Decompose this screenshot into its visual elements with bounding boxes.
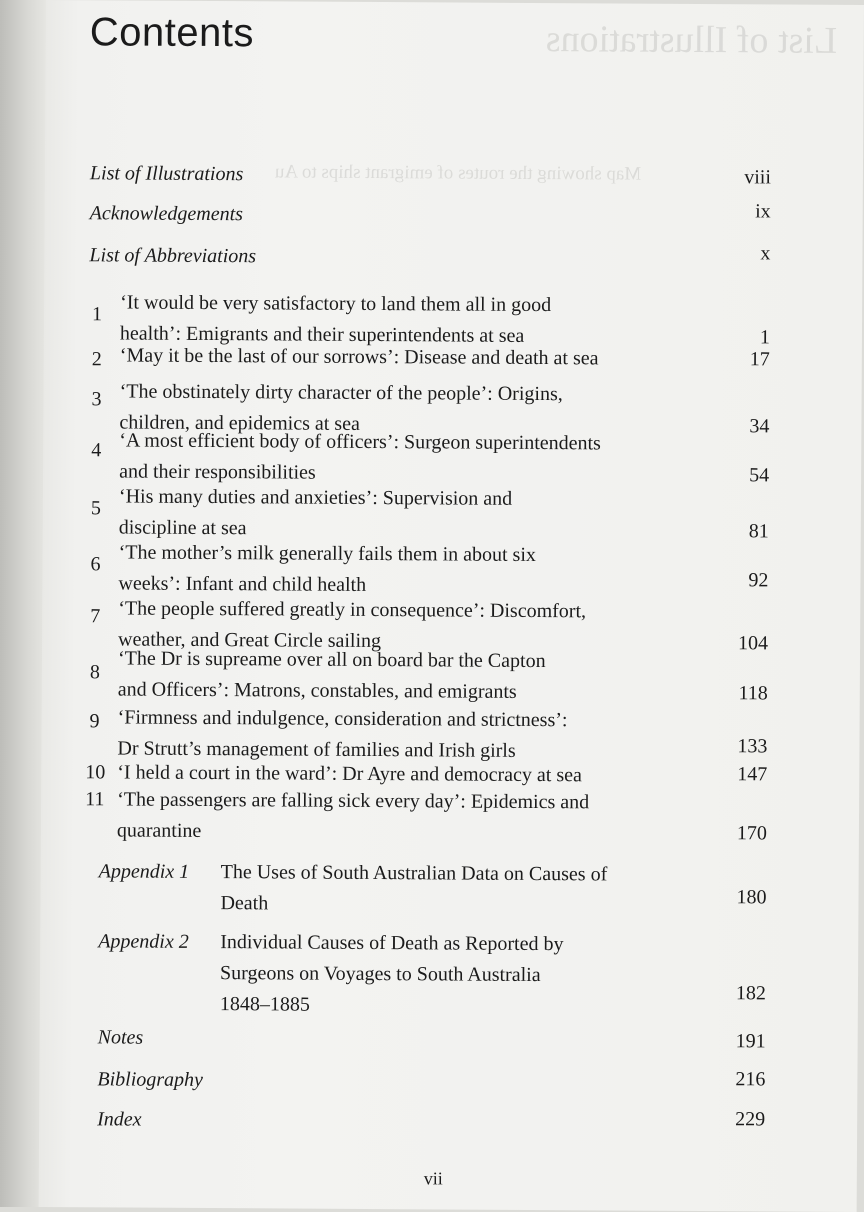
chapter-title-line: Dr Strutt’s management of families and Irish girls: [117, 737, 516, 762]
chapter-page: 170: [736, 822, 767, 845]
chapter-number: 9: [89, 710, 100, 733]
chapter-title-line: health’: Emigrants and their superintendents at sea: [119, 322, 525, 347]
toc-entry-list-of-abbreviations: [45, 240, 863, 268]
appendix-page: 182: [735, 982, 767, 1005]
show-through-text: List of Illustrations: [545, 18, 838, 62]
chapter-page: 54: [749, 464, 770, 487]
toc-entry-page: 229: [735, 1108, 766, 1131]
chapter-title-line: and their responsibilities: [119, 460, 316, 484]
chapter-page: 147: [737, 763, 768, 786]
chapter-number: 10: [85, 761, 106, 784]
appendix-title-line: 1848–1885: [219, 993, 310, 1016]
chapter-number: 7: [90, 605, 101, 628]
toc-appendix-1: [41, 856, 859, 915]
chapter-page: 34: [749, 415, 770, 438]
page-title: Contents: [89, 10, 255, 56]
appendix-label: Appendix 2: [98, 930, 189, 953]
toc-entry-bibliography: [40, 1064, 858, 1091]
page-number: vii: [423, 1168, 443, 1189]
appendix-page: 180: [736, 886, 767, 909]
chapter-page: 1: [759, 326, 771, 349]
chapter-title-line: ‘Firmness and indulgence, consideration and strictness’:: [117, 706, 568, 732]
chapter-title-line: ‘The people suffered greatly in consequence’: Discomfort,: [118, 597, 587, 623]
chapter-title-line: children, and epidemics at sea: [119, 411, 360, 435]
chapter-page: 104: [738, 632, 769, 655]
chapter-title-line: ‘The mother’s milk generally fails them in about six: [118, 541, 537, 567]
chapter-page: 92: [748, 569, 769, 592]
show-through-text: Map showing the routes of emigrant ships to Au: [274, 161, 642, 185]
toc-entry-page: 216: [735, 1068, 766, 1091]
chapter-title-line: quarantine: [116, 819, 202, 842]
chapter-title-line: ‘The Dr is supreame over all on board bar the Capton: [117, 647, 546, 673]
appendix-title-line: The Uses of South Australian Data on Causes of: [220, 861, 608, 886]
chapter-number: 11: [85, 788, 105, 811]
chapter-title-line: ‘May it be the last of our sorrows’: Disease and death at sea: [119, 344, 599, 370]
chapter-title-line: and Officers’: Matrons, constables, and emigrants: [117, 678, 517, 703]
appendix-title-line: Death: [220, 892, 269, 915]
chapter-page: 17: [749, 348, 770, 371]
chapter-title-line: ‘It would be very satisfactory to land them all in good: [120, 291, 552, 317]
toc-entry-label: Bibliography: [97, 1068, 204, 1091]
chapter-page: 81: [748, 520, 769, 543]
chapter-title-line: ‘I held a court in the ward’: Dr Ayre and democracy at sea: [117, 761, 582, 787]
book-page: [39, 0, 864, 1212]
chapter-title-line: discipline at sea: [118, 516, 247, 540]
toc-entry-page: 191: [735, 1030, 766, 1053]
toc-entry-label: List of Abbreviations: [89, 244, 257, 268]
chapter-title-line: ‘A most efficient body of officers’: Surgeon superintendents: [119, 429, 601, 455]
chapter-title-line: weather, and Great Circle sailing: [118, 628, 382, 653]
chapter-page: 118: [738, 682, 768, 705]
chapter-title-line: ‘The obstinately dirty character of the people’: Origins,: [119, 380, 563, 406]
appendix-title-line: Surgeons on Voyages to South Australia: [219, 962, 541, 987]
toc-entry-page: ix: [755, 200, 771, 223]
toc-entry-label: Notes: [97, 1026, 144, 1049]
chapter-page: 133: [737, 735, 768, 758]
chapter-title-line: ‘His many duties and anxieties’: Supervision and: [118, 485, 513, 510]
chapter-number: 8: [89, 661, 100, 684]
toc-entry-label: Acknowledgements: [89, 202, 244, 226]
chapter-number: 4: [91, 439, 102, 462]
toc-entry-index: [39, 1104, 857, 1131]
chapter-number: 2: [91, 348, 102, 371]
appendix-label: Appendix 1: [98, 860, 190, 883]
chapter-title-line: ‘The passengers are falling sick every day’: Epidemics and: [117, 788, 590, 814]
chapter-number: 1: [92, 303, 103, 326]
toc-entry-page: viii: [744, 166, 771, 189]
toc-chapter-1: [44, 287, 862, 349]
appendix-title-line: Individual Causes of Death as Reported by: [220, 931, 564, 956]
chapter-number: 3: [91, 388, 102, 411]
chapter-number: 6: [90, 553, 101, 576]
toc-chapter-3: [44, 376, 862, 438]
toc-entry-page: x: [760, 242, 771, 265]
chapter-number: 5: [90, 497, 101, 520]
toc-entry-acknowledgements: [45, 198, 863, 226]
chapter-title-line: weeks’: Infant and child health: [118, 572, 367, 596]
toc-appendix-2: [40, 926, 858, 1016]
toc-entry-label: List of Illustrations: [89, 162, 244, 186]
toc-entry-label: Index: [97, 1108, 142, 1131]
